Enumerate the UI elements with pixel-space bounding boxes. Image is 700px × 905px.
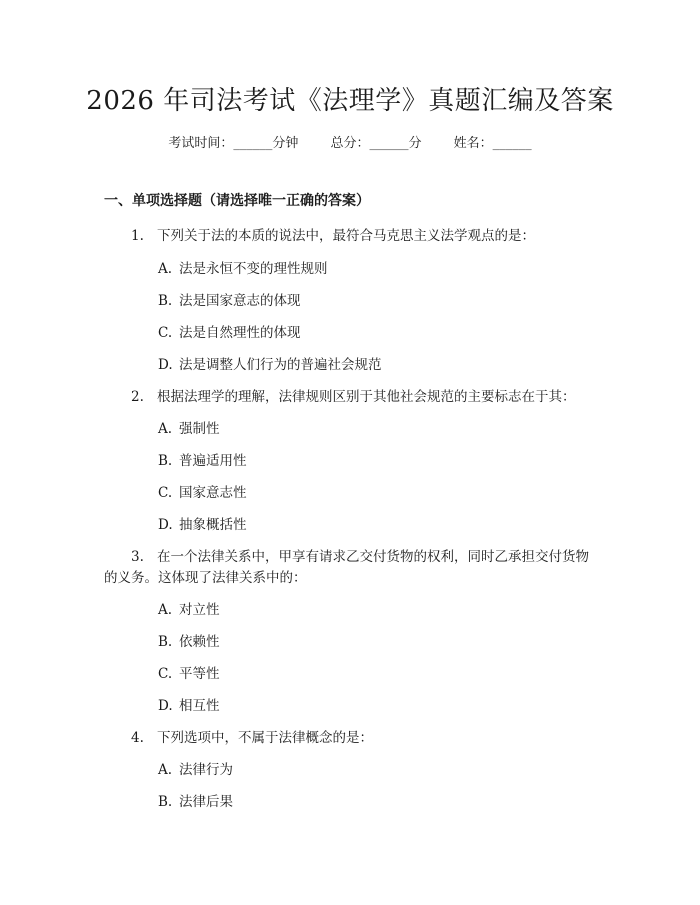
option-letter: B. [158,634,173,650]
question-text: 下列关于法的本质的说法中，最符合马克思主义法学观点的是： [157,228,535,244]
candidate-name: 姓名：______ [453,136,532,151]
option-text: 法律行为 [179,762,233,778]
document-title: 2026 年司法考试《法理学》真题汇编及答案 [86,86,614,116]
option-text: 法律后果 [179,794,233,810]
option-text: 平等性 [179,666,220,682]
option-text: 法是国家意志的体现 [179,293,301,309]
option-2a [158,417,220,437]
question-number: 3. [131,549,144,565]
option-1a [158,257,328,277]
question-text: 下列选项中，不属于法律概念的是： [157,730,373,746]
option-letter: C. [158,666,173,682]
question-text: 在一个法律关系中，甲享有请求乙交付货物的权利，同时乙承担交付货物 [157,549,589,565]
option-3d [158,694,220,714]
exam-time: 考试时间：______分钟 [168,136,299,151]
option-letter: C. [158,485,173,501]
question-4 [131,726,373,746]
option-text: 普遍适用性 [179,453,247,469]
option-2b [158,449,247,469]
question-number: 2. [131,389,144,405]
option-2d [158,513,247,533]
question-number: 1. [131,228,144,244]
option-text: 法是自然理性的体现 [179,325,301,341]
option-letter: A. [158,421,173,437]
option-letter: B. [158,453,173,469]
option-4b [158,790,233,810]
option-2c [158,481,247,501]
option-3b [158,630,220,650]
exam-meta [0,132,700,151]
option-text: 抽象概括性 [179,517,247,533]
option-letter: A. [158,762,173,778]
section-heading: 一、单项选择题（请选择唯一正确的答案） [104,193,370,209]
option-letter: B. [158,293,173,309]
question-1 [131,224,535,244]
option-letter: B. [158,794,173,810]
option-4a [158,758,233,778]
option-letter: D. [158,357,173,373]
question-3 [131,545,589,565]
option-text: 法是调整人们行为的普遍社会规范 [179,357,382,373]
option-letter: A. [158,602,173,618]
option-text: 强制性 [179,421,220,437]
option-text: 相互性 [179,698,220,714]
option-3c [158,662,220,682]
option-letter: C. [158,325,173,341]
total-score: 总分：______分 [330,136,422,151]
option-1b [158,289,301,309]
option-letter: D. [158,698,173,714]
option-letter: A. [158,261,173,277]
question-2 [131,385,576,405]
option-text: 法是永恒不变的理性规则 [179,261,328,277]
question-3-continuation: 的义务。这体现了法律关系中的： [104,570,307,586]
option-letter: D. [158,517,173,533]
option-3a [158,598,220,618]
option-1d [158,353,382,373]
option-text: 对立性 [179,602,220,618]
option-text: 国家意志性 [179,485,247,501]
question-number: 4. [131,730,144,746]
question-text: 根据法理学的理解，法律规则区别于其他社会规范的主要标志在于其： [157,389,576,405]
option-1c [158,321,301,341]
option-text: 依赖性 [179,634,220,650]
